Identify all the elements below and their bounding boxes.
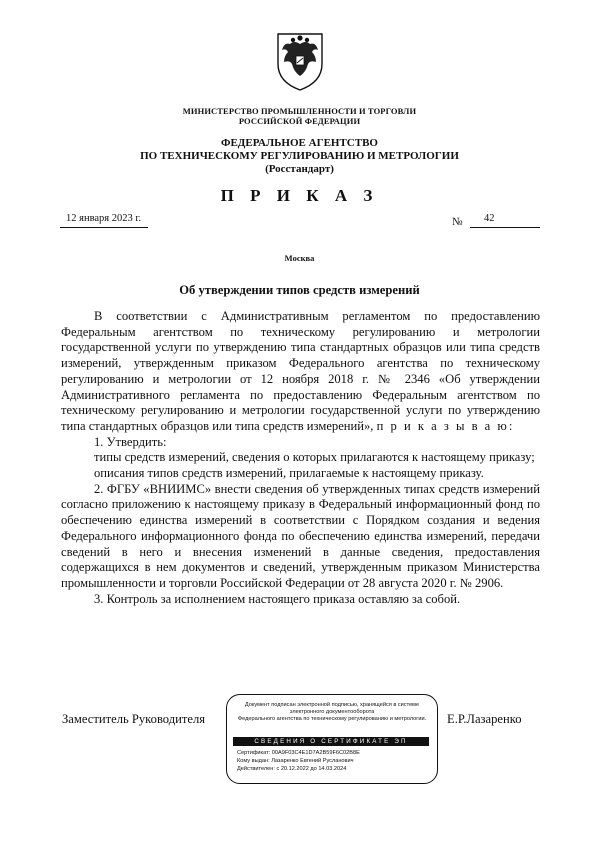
city-label: Москва bbox=[284, 253, 315, 263]
number-sign: № bbox=[452, 216, 463, 228]
cert-row bbox=[237, 750, 433, 757]
agency-name-line3: (Росстандарт) bbox=[265, 163, 334, 175]
order-title: Об утверждении типов средств измерений bbox=[179, 283, 420, 297]
stamp-text-2: Федерального агентства по техническому регулированию и метрологии. bbox=[237, 716, 427, 722]
valid-value: с 20.12.2022 до 14.03.2024 bbox=[276, 766, 347, 772]
agency-name-line2: ПО ТЕХНИЧЕСКОМУ РЕГУЛИРОВАНИЮ И МЕТРОЛОГИИ bbox=[140, 150, 459, 162]
valid-row bbox=[237, 766, 433, 773]
signer-name: Е.Р.Лазаренко bbox=[447, 712, 522, 726]
ministry-name-line2: РОССИЙСКОЙ ФЕДЕРАЦИИ bbox=[238, 116, 361, 126]
agency-name-line1: ФЕДЕРАЛЬНОЕ АГЕНТСТВО bbox=[221, 137, 378, 149]
owner-row bbox=[237, 758, 433, 765]
preamble-paragraph bbox=[61, 309, 540, 435]
owner-label: Кому выдан: bbox=[237, 758, 270, 764]
owner-value: Лазаренко Евгений Русланович bbox=[271, 758, 354, 764]
electronic-signature-stamp bbox=[226, 694, 438, 784]
item-1: 1. Утвердить: bbox=[94, 434, 167, 449]
item-3: 3. Контроль за исполнением настоящего приказа оставляю за собой. bbox=[94, 591, 461, 606]
item-1-a: типы средств измерений, сведения о которых прилагаются к настоящему приказу; bbox=[94, 450, 535, 465]
item-2: 2. ФГБУ «ВНИИМС» внести сведения об утвержденных типах средств измерений согласно приложению к настоящему приказу в Федеральный информационный фонд по обеспечению единства измерений в соответствии с Порядком создания и ведения Федерального информационного фонда по обеспечению единства измерений, передачи сведений в него и внесения изменений в данные сведения, предоставления содержащихся в нем документов и сведений, утвержденным приказом Министерства промышленности и торговли Российской Федерации от 28 августа 2020 г. № 2906. bbox=[61, 481, 540, 590]
document-type-title: П Р И К А З bbox=[220, 186, 379, 205]
date-field bbox=[60, 213, 148, 228]
ministry-name-line1: МИНИСТЕРСТВО ПРОМЫШЛЕННОСТИ И ТОРГОВЛИ bbox=[182, 106, 417, 116]
number-value: 42 bbox=[484, 213, 495, 224]
date-value: 12 января 2023 г. bbox=[66, 213, 142, 224]
signer-position: Заместитель Руководителя bbox=[62, 712, 206, 726]
number-field bbox=[470, 213, 540, 228]
order-body bbox=[61, 309, 540, 607]
valid-label: Действителен: bbox=[237, 766, 275, 772]
preamble-text: В соответствии с Административным регламентом по предоставлению Федеральным агентством по техническому регулированию и метрологии государственной услуги по утверждению типа стандартных образцов или типа средств измерений, утвержденным приказом Федерального агентства по техническому регулированию и метрологии от 12 ноября 2018 г. № 2346 «Об утверждении Административного регламента по предоставлению Федеральным агентством по техническому регулированию и метрологии государственной услуги по утверждению типа стандартных образцов или типа средств измерений», bbox=[61, 309, 540, 433]
item-1-b: описания типов средств измерений, прилагаемые к настоящему приказу. bbox=[94, 466, 484, 481]
stamp-text-1: Документ подписан электронной подписью, хранящейся в системе электронного документооборота bbox=[244, 702, 420, 715]
cert-label: Сертификат: bbox=[237, 750, 271, 756]
order-phrase: п р и к а з ы в а ю: bbox=[376, 418, 515, 433]
cert-value: 00A9F03C4E1D7A2B59F6C02B8E bbox=[271, 750, 360, 756]
stamp-band: СВЕДЕНИЯ О СЕРТИФИКАТЕ ЭП bbox=[233, 737, 429, 746]
coat-of-arms-emblem bbox=[272, 30, 328, 94]
